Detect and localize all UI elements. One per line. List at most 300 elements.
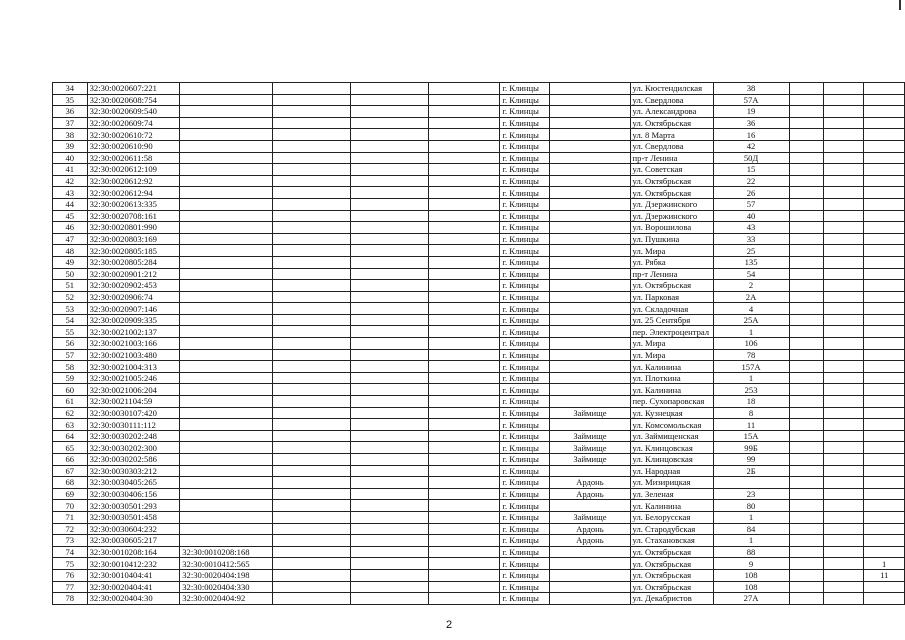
table-cell (180, 291, 273, 303)
table-cell (272, 419, 350, 431)
table-cell: 32:30:0010404:41 (87, 569, 180, 581)
table-cell: Ардонь (550, 477, 630, 489)
table-row (53, 338, 905, 350)
table-cell: г. Клинцы (500, 210, 550, 222)
table-cell: г. Клинцы (500, 430, 550, 442)
table-cell (350, 83, 428, 95)
table-cell (428, 256, 500, 268)
table-cell: г. Клинцы (500, 581, 550, 593)
table-cell (428, 384, 500, 396)
table-cell (428, 338, 500, 350)
table-cell (350, 442, 428, 454)
table-cell: ул. Складочная (630, 303, 713, 315)
table-cell (428, 465, 500, 477)
table-cell: ул. Парковая (630, 291, 713, 303)
table-row (53, 326, 905, 338)
table-cell: 1 (864, 558, 905, 570)
table-cell: 2 (713, 280, 789, 292)
table-cell (789, 233, 823, 245)
table-cell (428, 303, 500, 315)
table-cell: 50 (53, 268, 88, 280)
table-cell (350, 117, 428, 129)
table-cell: 32:30:0020906:74 (87, 291, 180, 303)
table-cell (272, 268, 350, 280)
table-cell (428, 372, 500, 384)
table-cell (789, 593, 823, 605)
table-cell (864, 523, 905, 535)
table-cell (428, 117, 500, 129)
table-row (53, 558, 905, 570)
table-cell: 72 (53, 523, 88, 535)
table-cell (550, 546, 630, 558)
table-cell: 1 (713, 326, 789, 338)
table-cell (789, 291, 823, 303)
table-cell (428, 129, 500, 141)
table-cell (428, 210, 500, 222)
table-cell: 62 (53, 407, 88, 419)
table-cell (428, 500, 500, 512)
table-cell (824, 245, 864, 257)
table-row (53, 581, 905, 593)
table-cell (350, 396, 428, 408)
table-cell (350, 569, 428, 581)
table-cell: 135 (713, 256, 789, 268)
table-row (53, 349, 905, 361)
table-cell (824, 233, 864, 245)
table-cell (272, 210, 350, 222)
table-cell (272, 372, 350, 384)
table-cell (428, 477, 500, 489)
table-cell: 106 (713, 338, 789, 350)
table-cell (180, 198, 273, 210)
table-cell (350, 338, 428, 350)
table-cell (550, 384, 630, 396)
table-cell: ул. 8 Марта (630, 129, 713, 141)
table-cell (789, 268, 823, 280)
table-cell (428, 94, 500, 106)
table-cell (824, 164, 864, 176)
table-cell: 32:30:0021003:166 (87, 338, 180, 350)
table-row (53, 268, 905, 280)
table-cell: 32:30:0020613:335 (87, 198, 180, 210)
table-cell (428, 523, 500, 535)
table-cell (428, 535, 500, 547)
table-cell: ул. Стахановская (630, 535, 713, 547)
table-cell (180, 407, 273, 419)
table-cell: г. Клинцы (500, 164, 550, 176)
table-cell (824, 129, 864, 141)
table-cell: ул. Калинина (630, 384, 713, 396)
table-cell (550, 500, 630, 512)
table-cell (428, 396, 500, 408)
table-cell (789, 442, 823, 454)
table-cell (350, 256, 428, 268)
table-cell: г. Клинцы (500, 106, 550, 118)
table-row (53, 140, 905, 152)
table-cell (824, 511, 864, 523)
table-cell (824, 303, 864, 315)
table-cell (789, 94, 823, 106)
table-cell (864, 511, 905, 523)
table-cell (272, 523, 350, 535)
table-cell: 32:30:0021002:137 (87, 326, 180, 338)
table-cell (550, 256, 630, 268)
table-cell: г. Клинцы (500, 245, 550, 257)
table-cell: г. Клинцы (500, 338, 550, 350)
table-cell: 32:30:0021104:59 (87, 396, 180, 408)
table-cell: 32:30:0020404:30 (87, 593, 180, 605)
table-cell (428, 175, 500, 187)
table-cell (180, 140, 273, 152)
table-cell (550, 164, 630, 176)
table-cell (350, 152, 428, 164)
table-cell (864, 500, 905, 512)
table-cell: 32:30:0020805:185 (87, 245, 180, 257)
table-cell: 57А (713, 94, 789, 106)
table-cell (180, 152, 273, 164)
table-row (53, 210, 905, 222)
table-cell (864, 581, 905, 593)
table-cell (350, 430, 428, 442)
table-cell (550, 83, 630, 95)
table-cell (272, 442, 350, 454)
table-cell: 32:30:0021006:204 (87, 384, 180, 396)
table-cell (824, 558, 864, 570)
table-row (53, 477, 905, 489)
table-cell: 59 (53, 372, 88, 384)
table-cell (789, 384, 823, 396)
table-cell: ул. Пушкина (630, 233, 713, 245)
table-cell (350, 233, 428, 245)
table-cell (789, 407, 823, 419)
table-cell: г. Клинцы (500, 94, 550, 106)
table-cell: ул. Свердлова (630, 140, 713, 152)
table-cell (350, 511, 428, 523)
table-cell: г. Клинцы (500, 349, 550, 361)
table-cell: г. Клинцы (500, 569, 550, 581)
table-cell (864, 430, 905, 442)
table-cell (272, 535, 350, 547)
table-cell: 34 (53, 83, 88, 95)
table-cell: 38 (713, 83, 789, 95)
table-cell: г. Клинцы (500, 117, 550, 129)
table-cell (428, 198, 500, 210)
table-row (53, 280, 905, 292)
table-cell: ул. Ворошилова (630, 222, 713, 234)
table-cell: 18 (713, 396, 789, 408)
table-cell: 32:30:0030202:300 (87, 442, 180, 454)
table-cell (428, 419, 500, 431)
table-cell (350, 488, 428, 500)
table-cell: 38 (53, 129, 88, 141)
table-cell: г. Клинцы (500, 477, 550, 489)
table-cell (864, 488, 905, 500)
table-cell (272, 175, 350, 187)
table-cell (824, 384, 864, 396)
table-cell (864, 454, 905, 466)
table-cell (428, 558, 500, 570)
table-cell (272, 558, 350, 570)
table-cell (428, 326, 500, 338)
table-cell: ул. Мира (630, 349, 713, 361)
table-cell: 40 (53, 152, 88, 164)
table-cell: пр-т Ленина (630, 268, 713, 280)
table-cell: 66 (53, 454, 88, 466)
table-cell: г. Клинцы (500, 558, 550, 570)
table-cell: 33 (713, 233, 789, 245)
table-cell (824, 187, 864, 199)
table-cell (428, 233, 500, 245)
table-cell: 32:30:0030405:265 (87, 477, 180, 489)
table-cell (350, 291, 428, 303)
table-cell (864, 129, 905, 141)
table-cell: ул. Мира (630, 245, 713, 257)
table-row (53, 361, 905, 373)
table-cell: 32:30:0030202:586 (87, 454, 180, 466)
table-cell (824, 198, 864, 210)
table-cell (272, 593, 350, 605)
table-row (53, 535, 905, 547)
table-cell (428, 454, 500, 466)
table-cell (350, 187, 428, 199)
table-cell (180, 210, 273, 222)
table-cell (350, 349, 428, 361)
table-cell (789, 569, 823, 581)
table-cell (864, 338, 905, 350)
table-cell (864, 164, 905, 176)
table-row (53, 430, 905, 442)
table-cell: 32:30:0010208:164 (87, 546, 180, 558)
table-cell: 77 (53, 581, 88, 593)
table-cell (428, 349, 500, 361)
table-cell: 32:30:0030111:112 (87, 419, 180, 431)
table-cell: Ардонь (550, 535, 630, 547)
table-cell (350, 222, 428, 234)
table-cell (272, 152, 350, 164)
table-cell (824, 349, 864, 361)
table-cell: г. Клинцы (500, 129, 550, 141)
table-cell: 15А (713, 430, 789, 442)
table-cell: 67 (53, 465, 88, 477)
table-cell (864, 233, 905, 245)
table-cell: г. Клинцы (500, 593, 550, 605)
table-row (53, 511, 905, 523)
table-cell: 51 (53, 280, 88, 292)
table-cell (180, 256, 273, 268)
table-cell (789, 164, 823, 176)
table-cell: 32:30:0020609:74 (87, 117, 180, 129)
table-cell: ул. Народная (630, 465, 713, 477)
table-cell (864, 361, 905, 373)
table-cell: 36 (53, 106, 88, 118)
table-cell: г. Клинцы (500, 523, 550, 535)
table-cell: 4 (713, 303, 789, 315)
table-cell (350, 581, 428, 593)
table-cell (550, 326, 630, 338)
table-cell (864, 245, 905, 257)
table-cell (272, 349, 350, 361)
table-cell: 58 (53, 361, 88, 373)
table-cell (350, 94, 428, 106)
table-cell (864, 83, 905, 95)
table-cell (350, 129, 428, 141)
table-cell (272, 233, 350, 245)
table-cell (824, 419, 864, 431)
table-row (53, 83, 905, 95)
table-cell (350, 558, 428, 570)
table-cell (180, 465, 273, 477)
table-cell (789, 511, 823, 523)
table-cell (824, 535, 864, 547)
table-cell (824, 488, 864, 500)
table-cell (350, 523, 428, 535)
table-cell: г. Клинцы (500, 280, 550, 292)
table-cell (550, 349, 630, 361)
table-cell (428, 407, 500, 419)
table-cell (824, 280, 864, 292)
table-cell (864, 175, 905, 187)
table-cell: г. Клинцы (500, 361, 550, 373)
table-cell (789, 430, 823, 442)
table-cell: г. Клинцы (500, 268, 550, 280)
table-cell (824, 523, 864, 535)
table-cell (824, 83, 864, 95)
table-cell (180, 106, 273, 118)
table-cell: 80 (713, 500, 789, 512)
table-cell (272, 94, 350, 106)
table-cell (180, 326, 273, 338)
table-cell: 32:30:0020902:453 (87, 280, 180, 292)
table-cell: ул. Октябрьская (630, 546, 713, 558)
table-cell (789, 326, 823, 338)
table-cell (180, 268, 273, 280)
table-cell (550, 396, 630, 408)
table-cell (550, 372, 630, 384)
table-cell (180, 442, 273, 454)
table-cell (824, 338, 864, 350)
table-cell: 84 (713, 523, 789, 535)
table-cell (789, 314, 823, 326)
table-cell: 1 (713, 511, 789, 523)
table-cell (180, 430, 273, 442)
table-cell: 48 (53, 245, 88, 257)
table-cell: 32:30:0020610:90 (87, 140, 180, 152)
table-cell (550, 314, 630, 326)
table-cell: 69 (53, 488, 88, 500)
table-cell (864, 326, 905, 338)
table-cell (789, 500, 823, 512)
table-cell (428, 361, 500, 373)
table-cell (428, 152, 500, 164)
table-cell (180, 338, 273, 350)
table-cell: 78 (713, 349, 789, 361)
table-cell: 32:30:0010412:232 (87, 558, 180, 570)
table-row (53, 303, 905, 315)
table-cell (180, 83, 273, 95)
table-cell: г. Клинцы (500, 384, 550, 396)
table-cell: ул. Декабристов (630, 593, 713, 605)
table-cell: 32:30:0020404:198 (180, 569, 273, 581)
table-cell (350, 268, 428, 280)
table-row (53, 222, 905, 234)
table-cell (272, 326, 350, 338)
table-cell: ул. Октябрьская (630, 569, 713, 581)
table-cell (824, 117, 864, 129)
table-cell (428, 245, 500, 257)
table-cell (350, 361, 428, 373)
table-cell (550, 338, 630, 350)
table-cell (272, 477, 350, 489)
table-cell: ул. Октябрьская (630, 187, 713, 199)
table-cell (272, 140, 350, 152)
table-cell (789, 117, 823, 129)
table-cell: 45 (53, 210, 88, 222)
table-cell: 25А (713, 314, 789, 326)
table-cell (824, 291, 864, 303)
table-cell (180, 164, 273, 176)
table-cell: ул. Клинцовская (630, 454, 713, 466)
table-cell: г. Клинцы (500, 442, 550, 454)
table-row (53, 593, 905, 605)
table-cell: 32:30:0020612:109 (87, 164, 180, 176)
table-cell (550, 152, 630, 164)
table-cell: 42 (53, 175, 88, 187)
table-row (53, 233, 905, 245)
table-cell (550, 233, 630, 245)
table-cell: 108 (713, 569, 789, 581)
table-cell: 35 (53, 94, 88, 106)
table-cell: Ардонь (550, 523, 630, 535)
table-cell: 73 (53, 535, 88, 547)
table-cell: 63 (53, 419, 88, 431)
table-cell (180, 245, 273, 257)
table-cell: 32:30:0021005:246 (87, 372, 180, 384)
table-cell: ул. Стародубская (630, 523, 713, 535)
table-cell (180, 187, 273, 199)
table-cell: 70 (53, 500, 88, 512)
table-cell (824, 477, 864, 489)
table-cell: ул. Белорусская (630, 511, 713, 523)
table-cell (428, 83, 500, 95)
table-row (53, 454, 905, 466)
table-cell (789, 396, 823, 408)
table-cell (864, 303, 905, 315)
table-cell (350, 164, 428, 176)
table-cell (350, 314, 428, 326)
table-cell: г. Клинцы (500, 407, 550, 419)
table-cell: г. Клинцы (500, 222, 550, 234)
table-cell: Займище (550, 511, 630, 523)
table-cell (713, 477, 789, 489)
table-cell (789, 349, 823, 361)
table-row (53, 117, 905, 129)
table-cell (350, 454, 428, 466)
table-cell: 32:30:0020610:72 (87, 129, 180, 141)
table-cell: 11 (864, 569, 905, 581)
table-row (53, 419, 905, 431)
table-cell: 54 (53, 314, 88, 326)
table-cell (272, 256, 350, 268)
table-cell (789, 558, 823, 570)
table-cell (550, 140, 630, 152)
table-cell (350, 419, 428, 431)
table-cell (824, 222, 864, 234)
table-cell (550, 558, 630, 570)
table-cell (180, 117, 273, 129)
table-cell: ул. Калинина (630, 361, 713, 373)
table-cell: ул. Октябрьская (630, 175, 713, 187)
table-cell (350, 140, 428, 152)
